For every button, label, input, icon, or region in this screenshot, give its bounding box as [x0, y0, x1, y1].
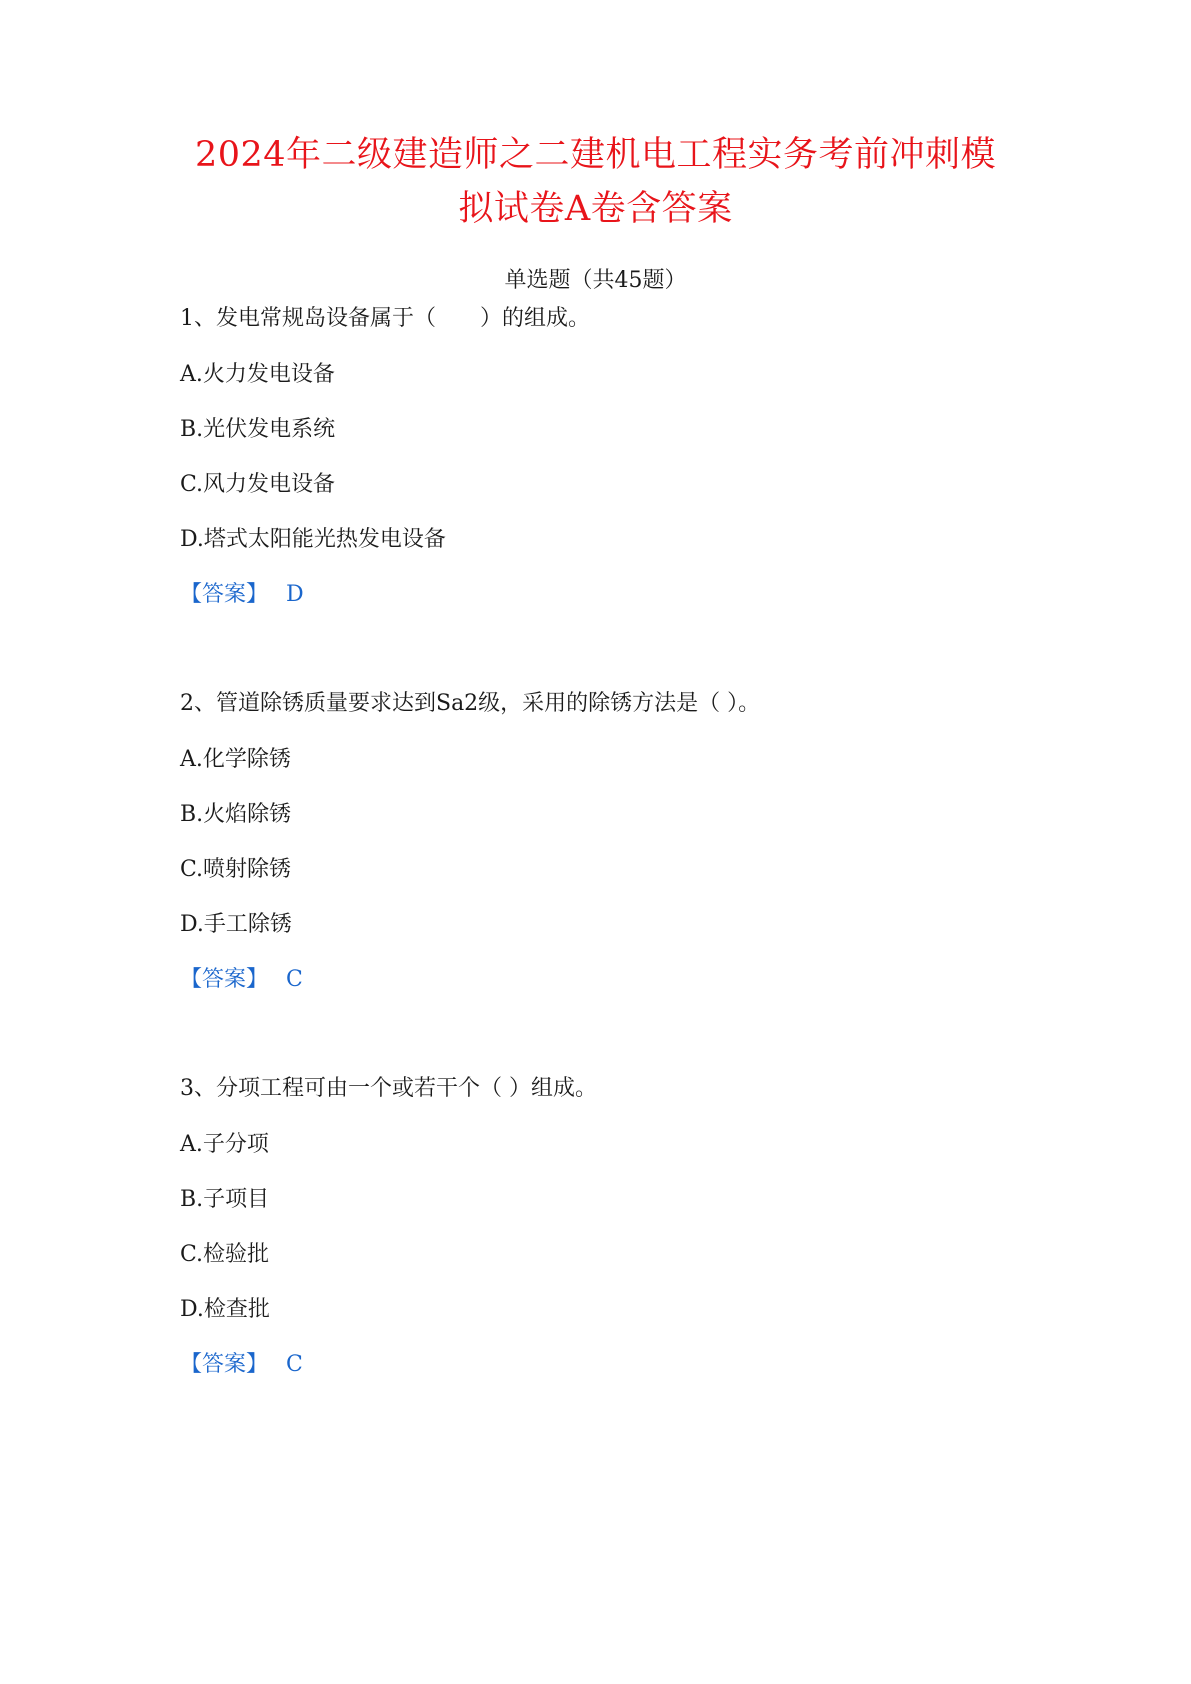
question-1-option-b: B.光伏发电系统: [180, 417, 336, 442]
answer-value: D: [286, 582, 304, 607]
question-1-answer: [180, 580, 304, 610]
question-2-option-d: D.手工除锈: [180, 912, 292, 937]
document-title-line-2: 拟试卷A卷含答案: [458, 189, 733, 229]
question-3-stem: 3、分项工程可由一个或若干个（ ）组成。: [180, 1076, 597, 1101]
question-3-option-d: D.检查批: [180, 1297, 270, 1322]
answer-value: C: [286, 967, 303, 992]
answer-label: 【答案】: [180, 582, 269, 607]
answer-value: C: [286, 1352, 303, 1377]
document-title-line-1: 2024年二级建造师之二建机电工程实务考前冲刺模: [194, 135, 997, 175]
question-1-stem: 1、发电常规岛设备属于（ ）的组成。: [180, 306, 590, 331]
answer-label: 【答案】: [180, 1352, 269, 1377]
question-2-stem: 2、管道除锈质量要求达到Sa2级，采用的除锈方法是（ ）。: [180, 691, 761, 716]
answer-label: 【答案】: [180, 967, 269, 992]
question-2-option-a: A.化学除锈: [180, 747, 291, 772]
question-1-option-d: D.塔式太阳能光热发电设备: [180, 527, 446, 552]
section-heading: 单选题（共45题）: [504, 268, 687, 293]
question-1-option-c: C.风力发电设备: [180, 472, 336, 497]
question-3-option-a: A.子分项: [180, 1132, 269, 1157]
question-2-option-b: B.火焰除锈: [180, 802, 292, 827]
question-3-answer: [180, 1350, 303, 1380]
question-3-option-b: B.子项目: [180, 1187, 270, 1212]
question-2-option-c: C.喷射除锈: [180, 857, 292, 882]
question-2-answer: [180, 965, 303, 995]
question-1-option-a: A.火力发电设备: [180, 362, 335, 387]
question-3-option-c: C.检验批: [180, 1242, 270, 1267]
